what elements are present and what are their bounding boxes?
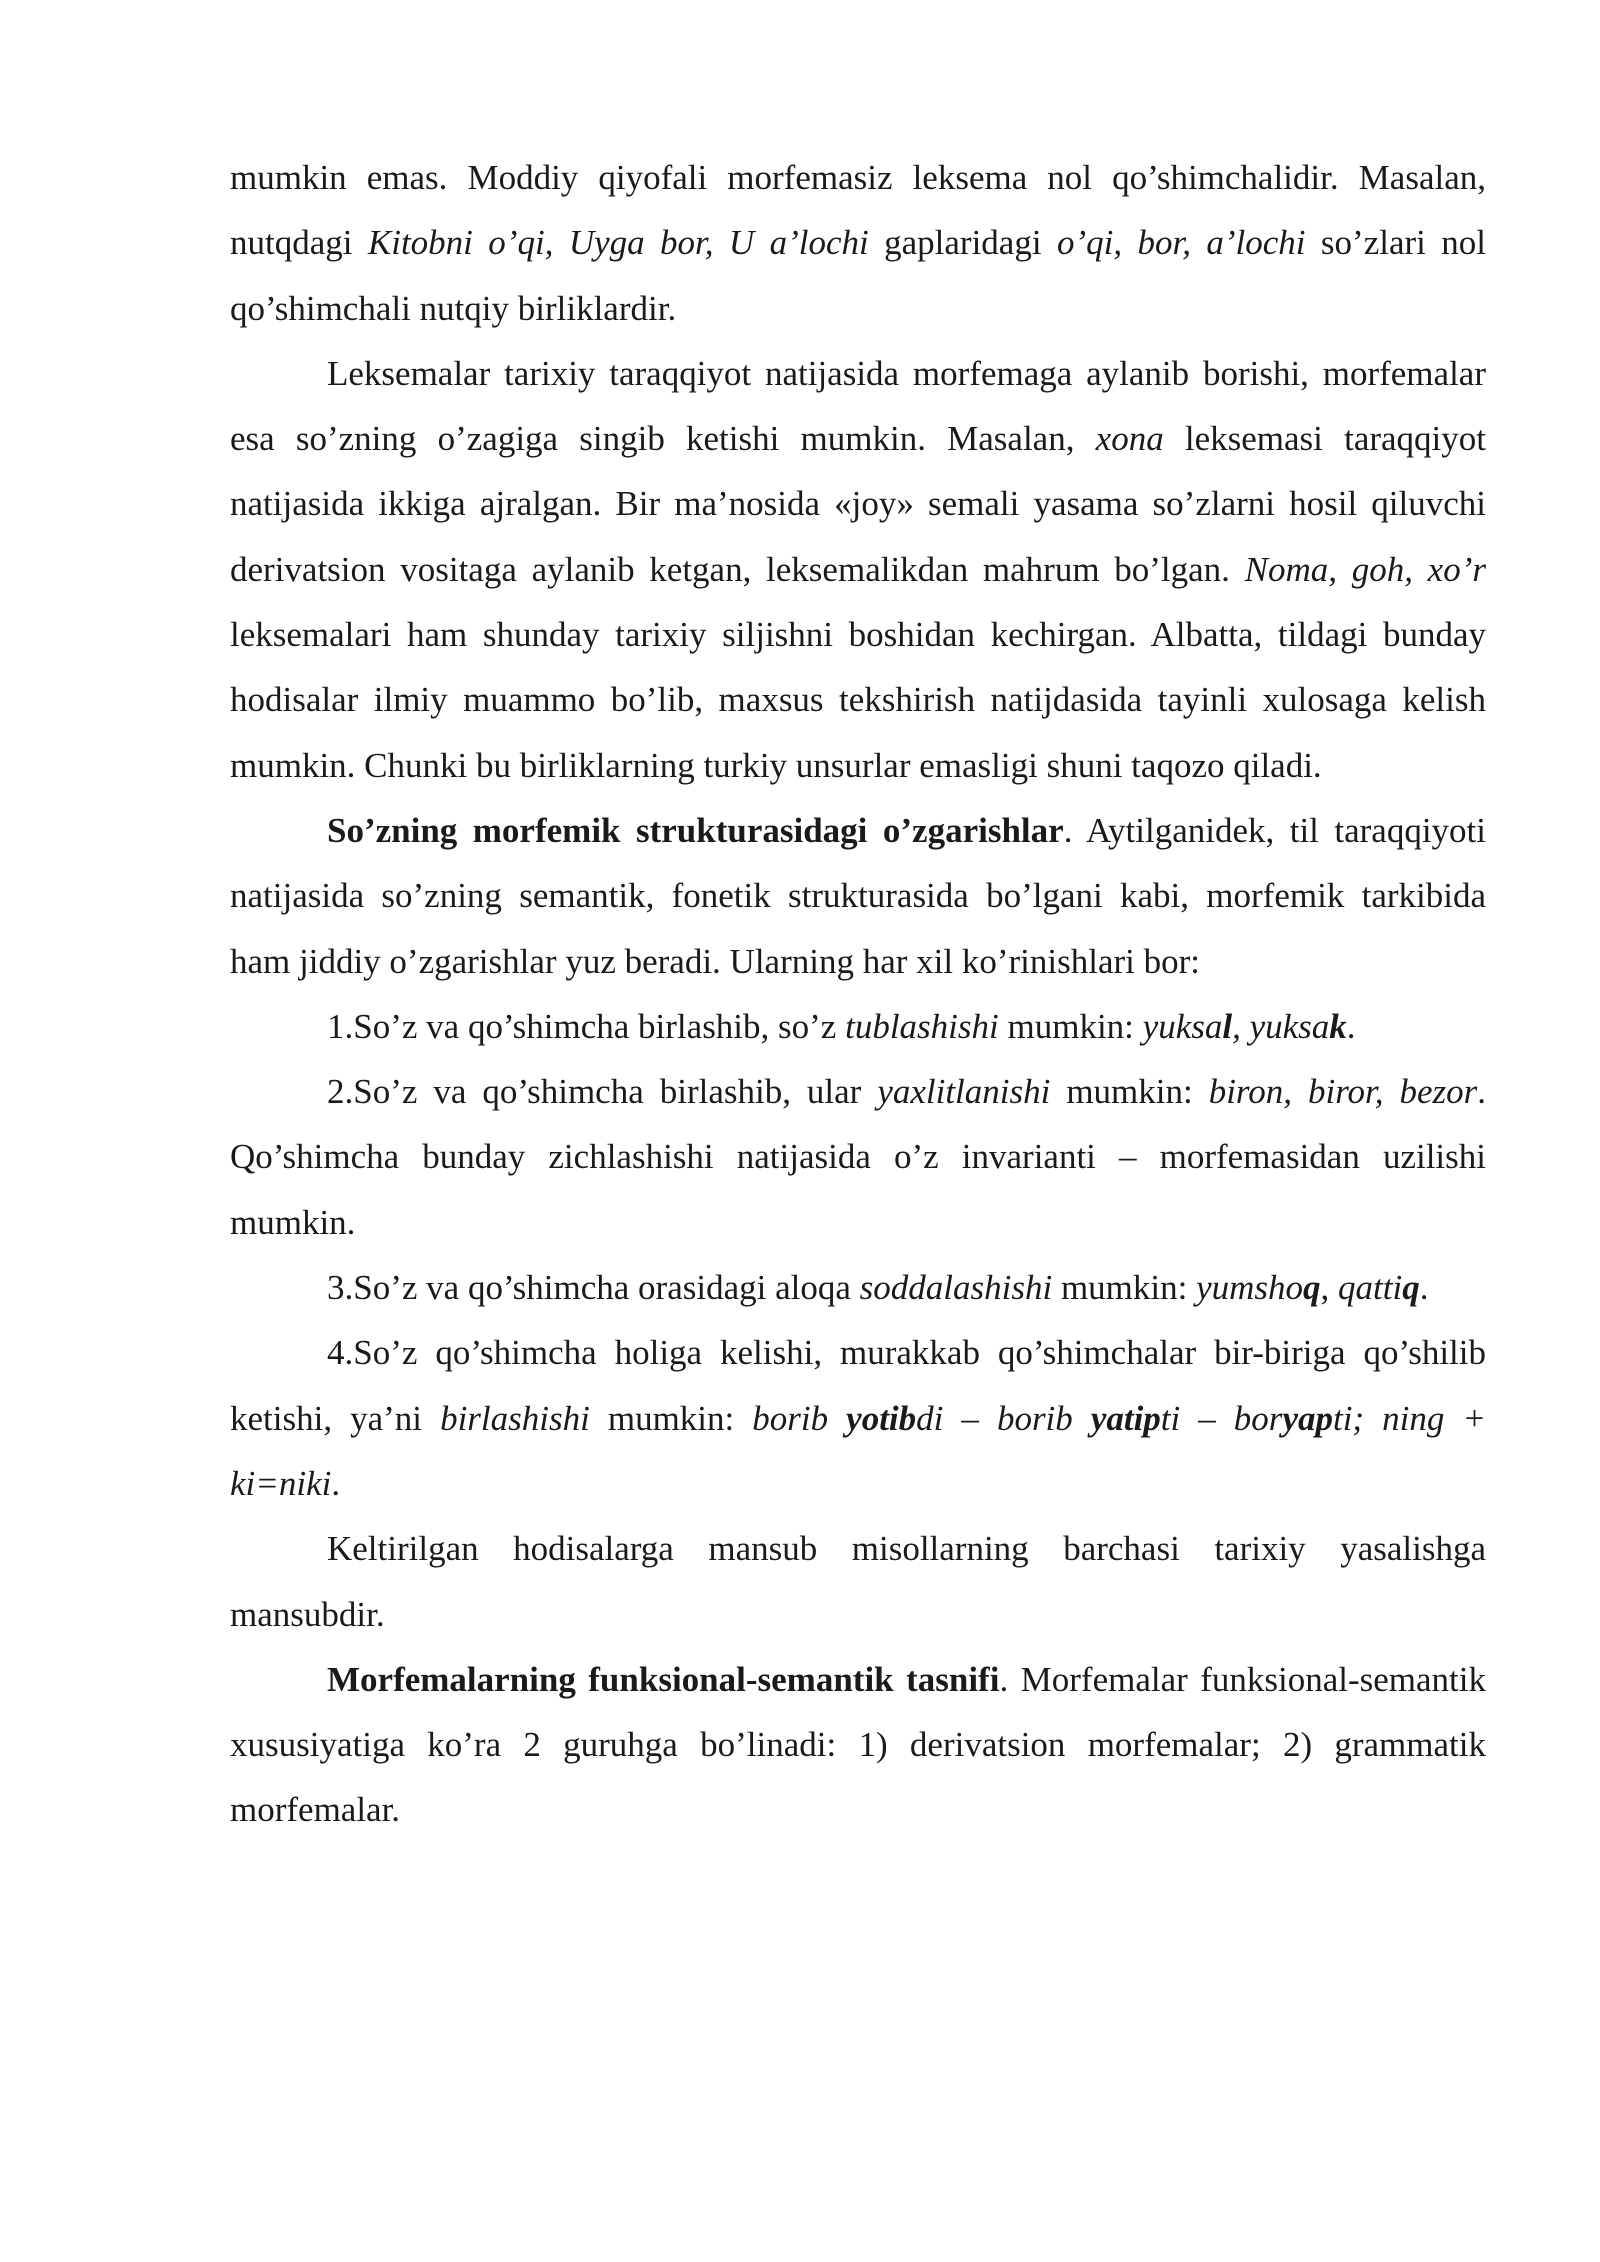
- text-run: 4.So’z qo’shimcha holiga kelishi, murakkab qo’shimchalar bir-biriga qo’shilib ketishi, ya’ni: [230, 1333, 1486, 1438]
- italic-text: ti – bor: [1160, 1398, 1283, 1438]
- text-run: . Aytilganidek, til taraqqiyoti natijasida so’zning semantik, fonetik strukturasida bo’lgani kabi, morfemik tarkibida ham jiddiy o’zgarishlar yuz beradi. Ularning har xil ko’rinishlari bor:: [230, 810, 1486, 981]
- italic-text: tublashishi: [845, 1006, 999, 1046]
- italic-text: xona: [1095, 419, 1164, 459]
- text-run: Leksemalar tarixiy taraqqiyot natijasida morfemaga aylanib borishi, morfemalar esa so’zning o’zagiga singib ketishi mumkin. Masalan,: [230, 353, 1486, 459]
- paragraph-5: [230, 1059, 1486, 1255]
- bold-text: q: [1303, 1268, 1321, 1308]
- bold-text: k: [1329, 1006, 1347, 1046]
- italic-text: borib: [752, 1398, 847, 1438]
- emphasis-text: [1091, 1399, 1161, 1438]
- text-run: 3.So’z va qo’shimcha orasidagi aloqa: [327, 1268, 860, 1308]
- italic-text: di – borib: [916, 1398, 1091, 1438]
- emphasis-text: [1329, 1007, 1347, 1046]
- body-text: [230, 145, 1486, 1843]
- text-run: leksemasi taraqqiyot natijasida ikkiga ajralgan. Bir ma’nosida «joy» semali yasama so’zlarni hosil qiluvchi derivatsion vositaga aylanib ketgan, leksemalikdan mahrum bo’lgan.: [230, 419, 1486, 589]
- paragraph-8: [230, 1516, 1486, 1647]
- italic-text: o’qi, bor, a’lochi: [1056, 223, 1306, 263]
- text-run: . Morfemalar funksional-semantik xususiyatiga ko’ra 2 guruhga bo’linadi: 1) derivatsion morfemalar; 2) grammatik morfemalar.: [230, 1659, 1486, 1830]
- emphasis-text: [846, 1399, 916, 1438]
- text-run: .: [331, 1463, 341, 1503]
- italic-text: yumsho: [1196, 1268, 1304, 1308]
- bold-text: yatip: [1090, 1398, 1161, 1438]
- italic-text: Noma, goh, xo’r: [1244, 549, 1486, 589]
- paragraph-9: [230, 1647, 1486, 1843]
- emphasis-text: [1282, 1399, 1333, 1438]
- italic-text: soddalashishi: [859, 1268, 1053, 1308]
- emphasis-text: [1303, 1268, 1321, 1307]
- text-run: .: [1346, 1006, 1356, 1046]
- paragraph-2: [230, 341, 1486, 798]
- paragraph-1: [230, 145, 1486, 341]
- italic-text: yuksa: [1142, 1006, 1223, 1046]
- bold-text: q: [1402, 1268, 1420, 1308]
- italic-text: biron, biror, bezor: [1208, 1072, 1478, 1112]
- emphasis-text: [1402, 1268, 1420, 1307]
- italic-text: yaxlitlanishi: [877, 1072, 1051, 1112]
- text-run: 1.So’z va qo’shimcha birlashib, so’z: [327, 1006, 846, 1046]
- text-run: ,: [1320, 1268, 1339, 1308]
- text-run: .: [1419, 1268, 1429, 1308]
- italic-text: birlashishi: [440, 1398, 590, 1438]
- paragraph-3: [230, 798, 1486, 994]
- text-run: mumkin:: [1052, 1268, 1197, 1308]
- text-run: mumkin emas. Moddiy qiyofali morfemasiz leksema nol qo’shimchalidir. Masalan, nutqdagi: [230, 158, 1486, 263]
- bold-text: yotib: [846, 1398, 917, 1438]
- text-run: mumkin:: [589, 1398, 753, 1438]
- paragraph-7: [230, 1320, 1486, 1516]
- italic-text: , yuksa: [1232, 1006, 1330, 1046]
- italic-text: Kitobni o’qi, Uyga bor, U a’lochi: [367, 223, 869, 263]
- bold-text: l: [1222, 1006, 1233, 1046]
- text-run: . Qo’shimcha bunday zichlashishi natijasida o’z invarianti – morfemasidan uzilishi mumkin.: [230, 1072, 1487, 1242]
- emphasis-text: [1222, 1007, 1232, 1046]
- text-run: mumkin:: [998, 1006, 1143, 1046]
- text-run: so’zlari nol qo’shimchali nutqiy birliklardir.: [230, 223, 1486, 328]
- italic-text: ti; ning + ki=niki: [230, 1398, 1486, 1503]
- text-run: leksemalari ham shunday tarixiy siljishni boshidan kechirgan. Albatta, tildagi bunday hodisalar ilmiy muammo bo’lib, maxsus tekshirish natijdasida tayinli xulosaga kelish mumkin. Chunki bu birliklarning turkiy unsurlar emasligi shuni taqozo qiladi.: [230, 615, 1486, 785]
- bold-text: yap: [1282, 1398, 1333, 1438]
- paragraph-6: [230, 1255, 1486, 1320]
- text-run: 2.So’z va qo’shimcha birlashib, ular: [327, 1072, 878, 1112]
- section-heading: So’zning morfemik strukturasidagi o’zgarishlar: [327, 810, 1064, 850]
- text-run: mumkin:: [1050, 1072, 1209, 1112]
- paragraph-4: [230, 994, 1486, 1059]
- text-run: gaplaridagi: [868, 223, 1057, 263]
- italic-text: qatti: [1338, 1268, 1403, 1308]
- section-heading: Morfemalarning funksional-semantik tasnifi: [327, 1659, 1000, 1699]
- text-run: Keltirilgan hodisalarga mansub misollarning barchasi tarixiy yasalishga mansubdir.: [230, 1529, 1486, 1634]
